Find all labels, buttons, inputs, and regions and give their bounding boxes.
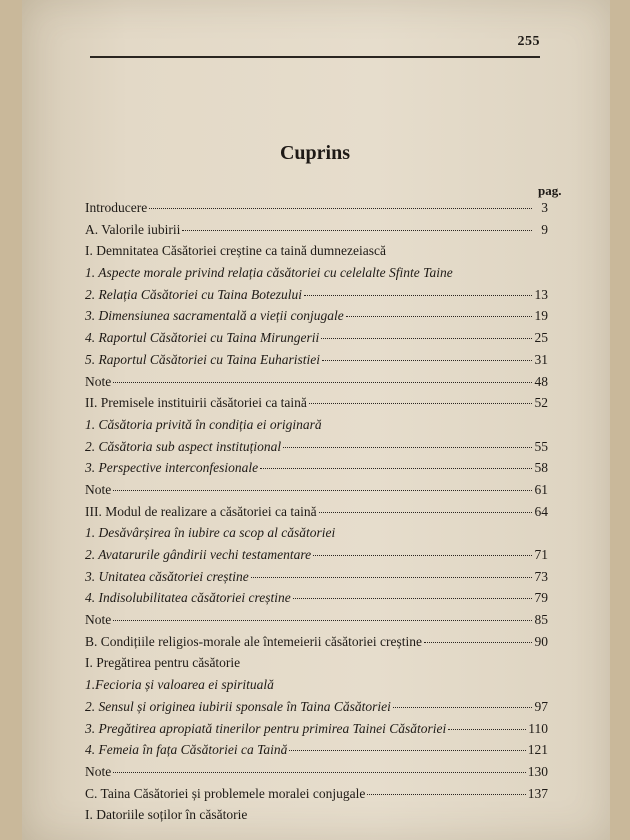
- dot-leader: [289, 749, 525, 751]
- toc-entry-page: 97: [534, 698, 548, 714]
- toc-entry-title: Note: [85, 612, 112, 628]
- toc-entry-title: 4. Femeia în fața Căsătoriei ca Taină: [85, 742, 288, 758]
- toc-entry-title: I. Demnitatea Căsătoriei creștine ca taină dumnezeiască: [85, 243, 386, 259]
- toc-entry-title: 4. Raportul Căsătoriei cu Taina Mirungerii: [85, 330, 320, 346]
- toc-entry-title: 3. Dimensiunea sacramentală a vieții conjugale: [85, 308, 344, 324]
- toc-entry-page: 58: [534, 460, 548, 476]
- toc-entry-title: Introducere: [85, 200, 148, 215]
- page-number: 255: [517, 34, 540, 49]
- toc-entry: [85, 287, 548, 309]
- toc-entry-page: 25: [534, 330, 548, 346]
- toc-entry-title: 1. Desăvârșirea în iubire ca scop al căsătoriei: [85, 525, 336, 541]
- page-header: [90, 34, 540, 54]
- toc-entry: [85, 395, 548, 417]
- dot-leader: [313, 554, 532, 556]
- dot-leader: [113, 381, 532, 383]
- toc-entry-page: 52: [534, 395, 548, 411]
- header-rule: [90, 56, 540, 58]
- page-column-label: pag.: [538, 183, 562, 198]
- toc-entry: [85, 677, 548, 699]
- toc-entry-page: 64: [534, 503, 548, 519]
- toc-entry-title: 1.Fecioria și valoarea ei spirituală: [85, 677, 274, 693]
- toc-entry-title: 3. Unitatea căsătoriei creștine: [85, 568, 249, 584]
- toc-entry-page: 31: [534, 351, 548, 367]
- toc-entry-title: II. Premisele instituirii căsătoriei ca taină: [85, 395, 307, 411]
- toc-entry-title: 2. Relația Căsătoriei cu Taina Botezului: [85, 286, 303, 302]
- dot-leader: [324, 425, 532, 426]
- dot-leader: [113, 489, 532, 491]
- dot-leader: [319, 511, 532, 513]
- dot-leader: [283, 446, 532, 448]
- dot-leader: [388, 251, 532, 252]
- toc-entry: [85, 634, 548, 656]
- toc-entry-page: 19: [534, 308, 548, 324]
- toc-entry-title: 5. Raportul Căsătoriei cu Taina Euharistiei: [85, 351, 321, 367]
- dot-leader: [337, 533, 532, 534]
- toc-entry-title: 2. Sensul și originea iubirii sponsale în Taina Căsătoriei: [85, 698, 391, 714]
- dot-leader: [309, 402, 532, 404]
- toc-entry: [85, 352, 548, 374]
- toc-entry: [85, 655, 548, 677]
- dot-leader: [367, 793, 525, 795]
- toc-entry: [85, 590, 548, 612]
- toc-entry: [85, 200, 548, 222]
- toc-entry-page: 61: [534, 481, 548, 497]
- toc-entry-title: 4. Indisolubilitatea căsătoriei creștine: [85, 590, 291, 606]
- toc-entry: [85, 482, 548, 504]
- toc-entry-page: 13: [534, 286, 548, 302]
- toc-entry: [85, 547, 548, 569]
- dot-leader: [393, 706, 532, 708]
- toc-entry: [85, 374, 548, 396]
- toc-entry: [85, 525, 548, 547]
- toc-entry-title: Note: [85, 481, 112, 497]
- toc-entry: [85, 265, 548, 287]
- toc-entry-title: 1. Căsătoria privită în condiția ei originară: [85, 416, 322, 432]
- toc-entry-page: 130: [527, 763, 548, 779]
- toc-entry: [85, 460, 548, 482]
- toc-entry-title: C. Taina Căsătoriei și problemele moralei conjugale: [85, 785, 366, 801]
- dot-leader: [322, 359, 532, 361]
- dot-leader: [249, 815, 532, 816]
- dot-leader: [455, 273, 532, 274]
- dot-leader: [293, 597, 532, 599]
- dot-leader: [346, 315, 532, 317]
- toc-entry-title: I. Pregătirea pentru căsătorie: [85, 655, 241, 671]
- toc-entry-title: 2. Avatarurile gândirii vechi testamentare: [85, 547, 312, 562]
- toc-entry-page: 79: [534, 590, 548, 606]
- toc-entry-page: 55: [534, 438, 548, 454]
- dot-leader: [304, 294, 532, 296]
- dot-leader: [113, 619, 532, 621]
- page-title: Cuprins: [279, 142, 351, 164]
- toc-entry-page: 137: [527, 785, 548, 801]
- dot-leader: [251, 576, 532, 578]
- toc-entry-page: 9: [541, 221, 548, 237]
- toc-entry-page: 121: [527, 742, 548, 758]
- dot-leader: [448, 728, 526, 730]
- toc-entry: [85, 764, 548, 786]
- toc-entry: [85, 721, 548, 743]
- dot-leader: [276, 685, 532, 686]
- dot-leader: [182, 229, 532, 231]
- toc-entry-title: III. Modul de realizare a căsătoriei ca taină: [85, 503, 317, 519]
- toc-entry-page: 48: [534, 373, 548, 389]
- dot-leader: [260, 467, 532, 469]
- toc-entry-title: I. Datoriile soților în căsătorie: [85, 807, 248, 823]
- toc-entry-page: 85: [534, 612, 548, 628]
- toc-entry-page: 90: [534, 633, 548, 649]
- toc-entry-page: 3: [541, 200, 548, 215]
- toc-entry-title: 1. Aspecte morale privind relația căsătoriei cu celelalte Sfinte Taine: [85, 265, 453, 281]
- dot-leader: [242, 663, 532, 664]
- toc-entry: [85, 243, 548, 265]
- toc-entry: [85, 504, 548, 526]
- toc-entry: [85, 786, 548, 808]
- toc-entry-page: 73: [534, 568, 548, 584]
- toc-entry-page: 71: [534, 547, 548, 562]
- toc-entry-title: 2. Căsătoria sub aspect instituțional: [85, 438, 282, 454]
- dot-leader: [149, 207, 532, 209]
- toc-entry: [85, 742, 548, 764]
- toc-entry: [85, 612, 548, 634]
- toc-entry-title: A. Valorile iubirii: [85, 221, 181, 237]
- toc-entry: [85, 699, 548, 721]
- toc-entry-title: Note: [85, 373, 112, 389]
- toc-entry: [85, 330, 548, 352]
- toc-entry-title: 3. Perspective interconfesionale: [85, 460, 259, 476]
- toc-entry-title: 3. Pregătirea apropiată tinerilor pentru primirea Tainei Căsătoriei: [85, 720, 447, 736]
- toc-entry: [85, 222, 548, 244]
- toc-entry: [85, 569, 548, 591]
- toc-entry: [85, 417, 548, 439]
- toc-entry-title: B. Condițiile religios-morale ale întemeierii căsătoriei creștine: [85, 633, 423, 649]
- table-of-contents: [85, 200, 548, 829]
- toc-entry: [85, 439, 548, 461]
- toc-entry-page: 110: [528, 720, 548, 736]
- dot-leader: [113, 771, 526, 773]
- toc-entry: [85, 807, 548, 829]
- toc-entry: [85, 308, 548, 330]
- toc-entry-title: Note: [85, 763, 112, 779]
- dot-leader: [321, 337, 532, 339]
- dot-leader: [424, 641, 532, 643]
